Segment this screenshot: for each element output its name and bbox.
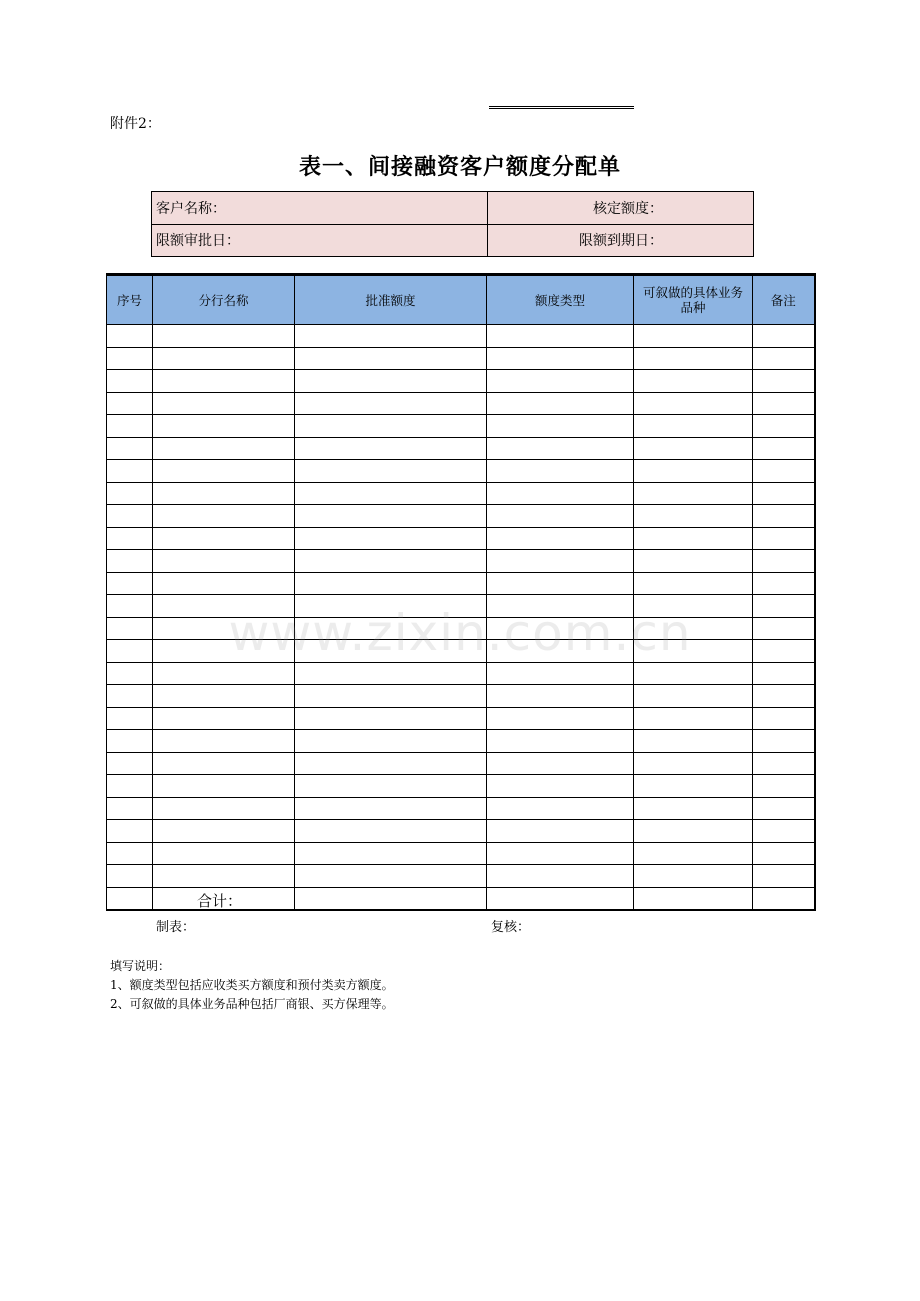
table-cell[interactable] xyxy=(634,572,753,595)
table-cell[interactable] xyxy=(295,527,487,550)
table-cell[interactable] xyxy=(153,820,295,843)
customer-info-table xyxy=(151,191,754,257)
table-cell[interactable] xyxy=(153,865,295,888)
table-cell[interactable] xyxy=(487,820,634,843)
col-header-approved-amount: 批准额度 xyxy=(295,275,487,325)
table-cell[interactable] xyxy=(153,347,295,370)
table-row xyxy=(107,572,815,595)
table-row xyxy=(107,527,815,550)
table-cell[interactable] xyxy=(753,415,815,438)
table-cell[interactable] xyxy=(634,752,753,775)
table-cell[interactable] xyxy=(153,527,295,550)
table-cell[interactable] xyxy=(634,707,753,730)
table-cell[interactable] xyxy=(634,662,753,685)
table-cell[interactable] xyxy=(487,550,634,573)
table-row xyxy=(107,685,815,708)
table-cell[interactable] xyxy=(153,325,295,348)
table-cell[interactable] xyxy=(634,887,753,910)
table-row xyxy=(107,370,815,393)
table-cell[interactable] xyxy=(153,842,295,865)
table-cell[interactable] xyxy=(487,527,634,550)
table-cell[interactable] xyxy=(487,887,634,910)
table-cell[interactable] xyxy=(107,437,153,460)
table-cell[interactable] xyxy=(153,685,295,708)
table-cell[interactable] xyxy=(295,775,487,798)
table-row xyxy=(107,775,815,798)
info-row-1 xyxy=(152,192,754,225)
table-cell[interactable] xyxy=(487,662,634,685)
table-cell[interactable] xyxy=(634,842,753,865)
table-cell[interactable] xyxy=(153,550,295,573)
table-cell[interactable] xyxy=(107,842,153,865)
table-cell[interactable] xyxy=(295,572,487,595)
table-cell[interactable] xyxy=(107,370,153,393)
table-cell[interactable] xyxy=(153,505,295,528)
table-cell[interactable] xyxy=(107,527,153,550)
table-cell[interactable] xyxy=(153,415,295,438)
table-cell[interactable] xyxy=(295,707,487,730)
customer-name-label: 客户名称： xyxy=(152,192,488,225)
table-cell[interactable] xyxy=(634,370,753,393)
expiry-date-label: 限额到期日： xyxy=(488,224,754,257)
header-row xyxy=(107,275,815,325)
table-cell[interactable] xyxy=(153,392,295,415)
table-cell[interactable] xyxy=(153,482,295,505)
table-row xyxy=(107,707,815,730)
table-cell[interactable] xyxy=(153,707,295,730)
table-cell[interactable] xyxy=(153,752,295,775)
table-cell[interactable] xyxy=(753,730,815,753)
table-cell[interactable] xyxy=(107,797,153,820)
table-row xyxy=(107,550,815,573)
attachment-label: 附件2： xyxy=(110,116,161,132)
table-cell[interactable] xyxy=(487,370,634,393)
table-cell[interactable] xyxy=(153,437,295,460)
table-cell[interactable] xyxy=(487,325,634,348)
table-cell[interactable] xyxy=(295,347,487,370)
table-cell[interactable] xyxy=(107,392,153,415)
table-cell[interactable] xyxy=(634,685,753,708)
maker-label: 制表： xyxy=(156,920,196,935)
table-cell[interactable] xyxy=(487,347,634,370)
table-cell[interactable] xyxy=(753,505,815,528)
table-cell[interactable] xyxy=(295,865,487,888)
table-cell[interactable] xyxy=(487,482,634,505)
table-row xyxy=(107,415,815,438)
table-row xyxy=(107,392,815,415)
table-cell[interactable] xyxy=(153,460,295,483)
table-cell[interactable] xyxy=(295,797,487,820)
table-cell[interactable] xyxy=(295,685,487,708)
table-cell[interactable] xyxy=(487,842,634,865)
note-item-2: 2、可叙做的具体业务品种包括厂商银、买方保理等。 xyxy=(110,997,394,1011)
allocation-table xyxy=(106,273,816,911)
table-cell[interactable] xyxy=(487,797,634,820)
col-header-amount-type: 额度类型 xyxy=(487,275,634,325)
table-cell[interactable] xyxy=(107,752,153,775)
table-cell[interactable] xyxy=(295,437,487,460)
table-cell[interactable] xyxy=(753,685,815,708)
table-cell[interactable] xyxy=(107,775,153,798)
table-cell[interactable] xyxy=(634,505,753,528)
table-cell[interactable] xyxy=(107,505,153,528)
table-cell[interactable] xyxy=(753,887,815,910)
table-cell[interactable] xyxy=(487,415,634,438)
table-cell[interactable] xyxy=(153,572,295,595)
table-row xyxy=(107,460,815,483)
table-cell[interactable] xyxy=(107,730,153,753)
table-cell[interactable] xyxy=(753,662,815,685)
approved-amount-label: 核定额度： xyxy=(488,192,754,225)
table-cell[interactable] xyxy=(487,707,634,730)
table-cell[interactable] xyxy=(295,482,487,505)
watermark: www.zixin.com.cn xyxy=(228,604,692,662)
table-cell[interactable] xyxy=(487,775,634,798)
table-cell[interactable] xyxy=(295,505,487,528)
table-cell[interactable] xyxy=(107,550,153,573)
table-cell[interactable] xyxy=(753,482,815,505)
table-cell[interactable] xyxy=(634,527,753,550)
table-cell[interactable] xyxy=(634,775,753,798)
table-cell[interactable] xyxy=(153,797,295,820)
table-cell[interactable] xyxy=(107,685,153,708)
table-row xyxy=(107,820,815,843)
table-row xyxy=(107,842,815,865)
table-cell[interactable] xyxy=(487,730,634,753)
table-cell[interactable] xyxy=(753,347,815,370)
table-cell[interactable] xyxy=(107,865,153,888)
table-cell[interactable] xyxy=(753,572,815,595)
table-row xyxy=(107,752,815,775)
table-cell[interactable] xyxy=(753,437,815,460)
table-cell[interactable] xyxy=(487,752,634,775)
table-cell[interactable] xyxy=(634,415,753,438)
table-cell[interactable] xyxy=(487,460,634,483)
note-item-1: 1、额度类型包括应收类买方额度和预付类卖方额度。 xyxy=(110,978,394,992)
table-cell[interactable] xyxy=(487,865,634,888)
table-cell[interactable] xyxy=(107,887,153,910)
table-cell[interactable] xyxy=(753,550,815,573)
table-row xyxy=(107,662,815,685)
table-cell[interactable] xyxy=(753,325,815,348)
table-cell[interactable] xyxy=(295,842,487,865)
table-cell[interactable] xyxy=(753,775,815,798)
col-header-remarks: 备注 xyxy=(753,275,815,325)
table-cell[interactable] xyxy=(753,820,815,843)
table-cell[interactable] xyxy=(634,347,753,370)
table-cell[interactable] xyxy=(295,415,487,438)
table-cell[interactable] xyxy=(634,482,753,505)
notes-heading: 填写说明： xyxy=(110,959,171,973)
table-row xyxy=(107,797,815,820)
table-cell[interactable] xyxy=(107,820,153,843)
table-cell[interactable] xyxy=(153,370,295,393)
table-cell[interactable] xyxy=(107,572,153,595)
checker-label: 复核： xyxy=(491,920,531,935)
table-row xyxy=(107,325,815,348)
table-cell[interactable] xyxy=(634,437,753,460)
table-cell[interactable] xyxy=(753,865,815,888)
table-cell[interactable] xyxy=(753,460,815,483)
table-cell[interactable] xyxy=(487,392,634,415)
table-cell[interactable] xyxy=(487,685,634,708)
table-cell[interactable] xyxy=(295,550,487,573)
table-row xyxy=(107,730,815,753)
table-cell[interactable] xyxy=(634,325,753,348)
table-cell[interactable] xyxy=(295,887,487,910)
col-header-business-types: 可叙做的具体业务品种 xyxy=(634,275,753,325)
total-label: 合计： xyxy=(153,887,295,910)
table-cell[interactable] xyxy=(753,527,815,550)
table-cell[interactable] xyxy=(295,370,487,393)
table-cell[interactable] xyxy=(753,752,815,775)
table-cell[interactable] xyxy=(153,730,295,753)
notes xyxy=(110,957,394,1014)
table-cell[interactable] xyxy=(295,752,487,775)
table-cell[interactable] xyxy=(295,460,487,483)
col-header-index: 序号 xyxy=(107,275,153,325)
table-row xyxy=(107,482,815,505)
top-rule xyxy=(489,106,634,109)
table-cell[interactable] xyxy=(753,797,815,820)
table-row xyxy=(107,437,815,460)
table-cell[interactable] xyxy=(634,820,753,843)
total-row xyxy=(107,887,815,910)
table-cell[interactable] xyxy=(753,707,815,730)
table-cell[interactable] xyxy=(295,662,487,685)
approval-date-label: 限额审批日： xyxy=(152,224,488,257)
table-cell[interactable] xyxy=(753,392,815,415)
table-cell[interactable] xyxy=(107,662,153,685)
table-cell[interactable] xyxy=(634,550,753,573)
table-row xyxy=(107,865,815,888)
table-cell[interactable] xyxy=(107,707,153,730)
table-cell[interactable] xyxy=(487,437,634,460)
table-cell[interactable] xyxy=(107,325,153,348)
table-cell[interactable] xyxy=(753,370,815,393)
table-cell[interactable] xyxy=(487,572,634,595)
table-cell[interactable] xyxy=(107,347,153,370)
col-header-branch: 分行名称 xyxy=(153,275,295,325)
table-row xyxy=(107,505,815,528)
table-cell[interactable] xyxy=(153,662,295,685)
table-cell[interactable] xyxy=(295,730,487,753)
table-cell[interactable] xyxy=(295,392,487,415)
table-cell[interactable] xyxy=(634,797,753,820)
table-cell[interactable] xyxy=(634,865,753,888)
table-cell[interactable] xyxy=(634,392,753,415)
table-cell[interactable] xyxy=(107,415,153,438)
table-cell[interactable] xyxy=(634,730,753,753)
table-cell[interactable] xyxy=(295,325,487,348)
table-cell[interactable] xyxy=(107,460,153,483)
table-row xyxy=(107,347,815,370)
table-cell[interactable] xyxy=(753,842,815,865)
table-cell[interactable] xyxy=(295,820,487,843)
table-cell[interactable] xyxy=(634,460,753,483)
table-cell[interactable] xyxy=(487,505,634,528)
table-cell[interactable] xyxy=(107,482,153,505)
info-row-2 xyxy=(152,224,754,257)
table-cell[interactable] xyxy=(153,775,295,798)
page-title: 表一、间接融资客户额度分配单 xyxy=(298,155,621,180)
